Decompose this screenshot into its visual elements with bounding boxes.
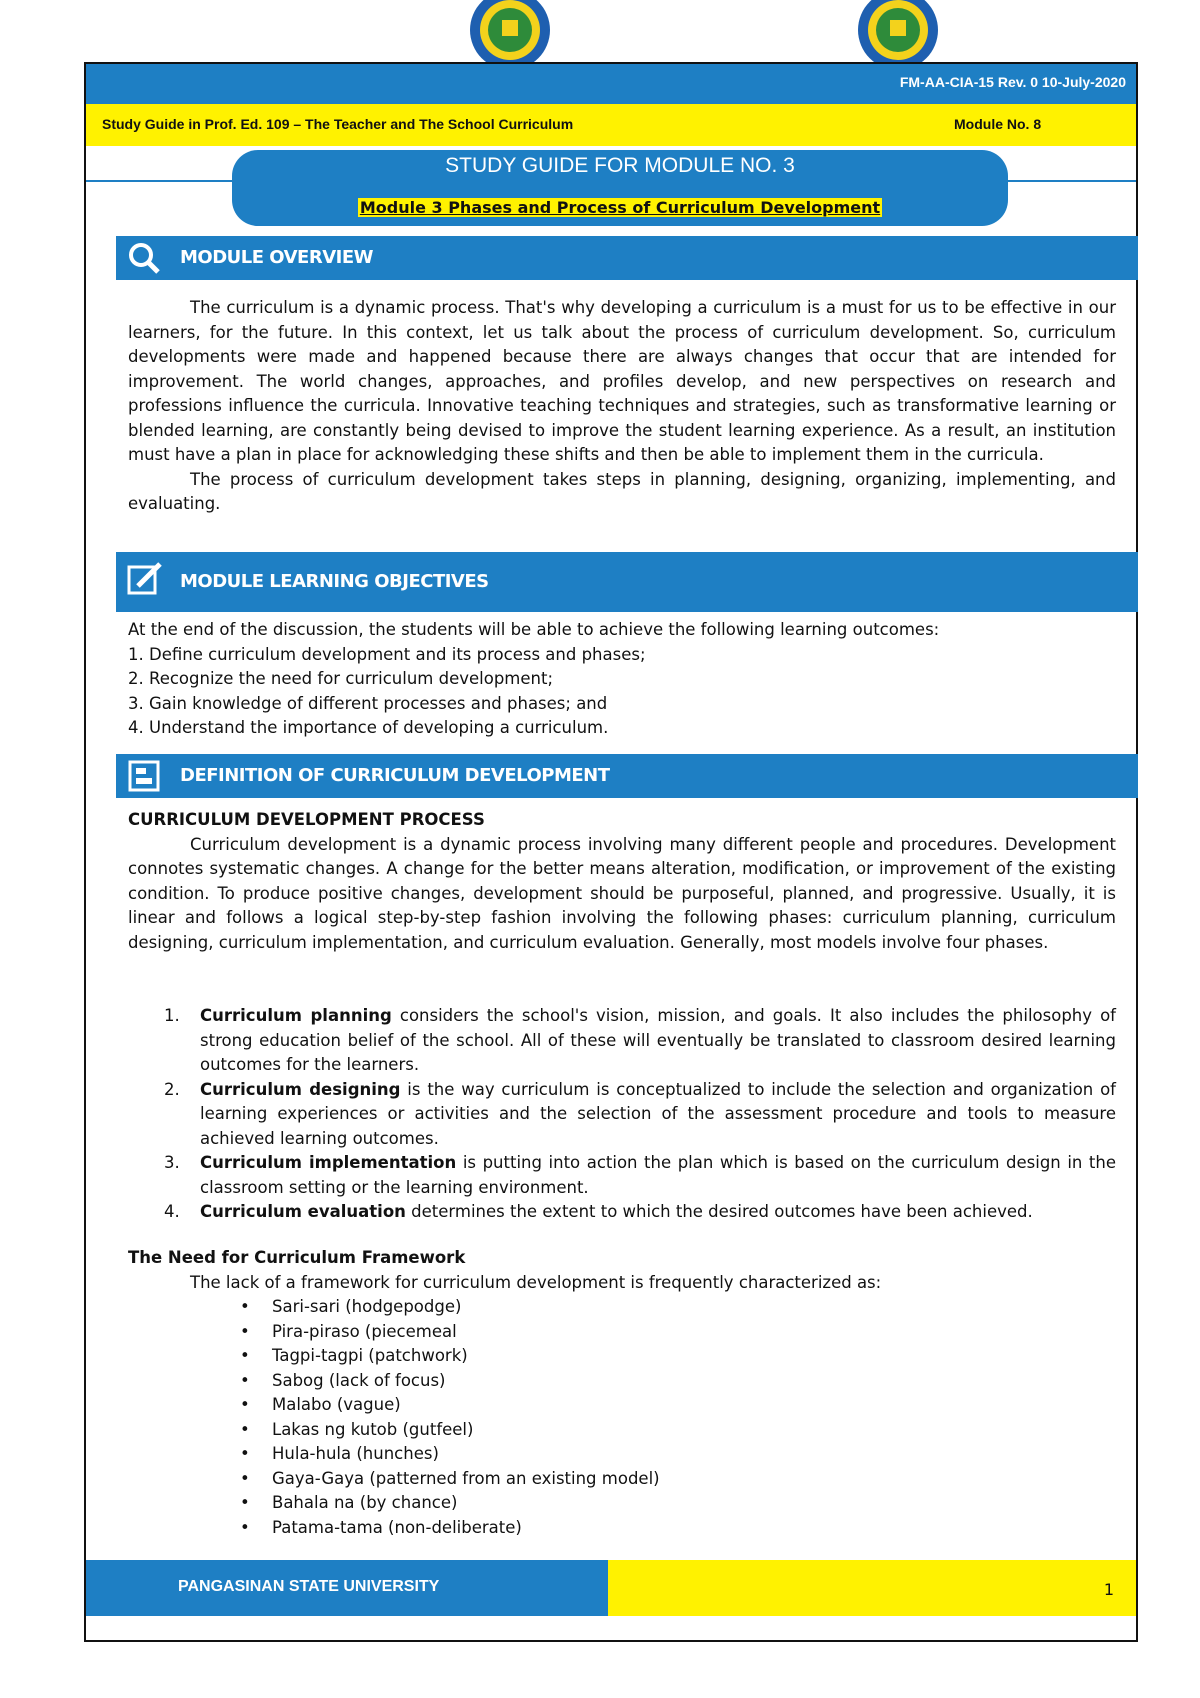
course-bar (86, 104, 1136, 146)
definition-paragraph: Curriculum development is a dynamic process involving many different people and procedures. Development connotes systematic changes. A change for the better means alteration, modification, or improvement of the existing condition. To produce positive changes, development should be purposeful, planned, and progressive. Usually, it is linear and follows a logical step-by-step fashion involving the following phases: curriculum planning, curriculum designing, curriculum implementation, and curriculum evaluation. Generally, most models involve four phases. (128, 834, 1116, 952)
overview-text (128, 296, 1116, 517)
form-code: FM-AA-CIA-15 Rev. 0 10-July-2020 (899, 74, 1126, 90)
objectives-text (128, 618, 1116, 741)
list-item: • Sabog (lack of focus) (240, 1370, 446, 1390)
document-icon (126, 758, 164, 794)
footer-page-bar (608, 1560, 1136, 1616)
list-item: • Pira-piraso (piecemeal (240, 1321, 457, 1341)
section-definition (116, 754, 1138, 798)
edit-icon (126, 562, 164, 598)
overview-paragraph: The process of curriculum development takes steps in planning, designing, organizing, implementing, and evaluating. (128, 469, 1116, 513)
footer-university-bar (86, 1560, 608, 1616)
title-box (232, 150, 1008, 226)
magnifier-icon (126, 240, 164, 276)
phases-list (128, 1004, 1116, 1225)
objective-item: 4. Understand the importance of developing a curriculum. (128, 718, 609, 737)
section-label: DEFINITION OF CURRICULUM DEVELOPMENT (180, 765, 610, 786)
university-seal-right (848, 0, 948, 70)
section-overview (116, 236, 1138, 280)
framework-heading: The Need for Curriculum Framework (128, 1248, 466, 1267)
objective-item: 1. Define curriculum development and its process and phases; (128, 644, 646, 664)
university-seal-left (460, 0, 560, 70)
university-name: PANGASINAN STATE UNIVERSITY (178, 1578, 440, 1595)
phase-item: 3. Curriculum implementation is putting into action the plan which is based on the curriculum design in the classroom setting or the learning environment. (164, 1153, 1116, 1197)
objective-item: 2. Recognize the need for curriculum development; (128, 669, 554, 688)
section-label: MODULE LEARNING OBJECTIVES (180, 571, 489, 592)
list-item: • Sari-sari (hodgepodge) (240, 1297, 462, 1316)
list-item: • Lakas ng kutob (gutfeel) (240, 1419, 474, 1439)
definition-text (128, 808, 1116, 955)
module-number: Module No. 8 (954, 116, 1042, 132)
phase-item: 2. Curriculum designing is the way curriculum is conceptualized to include the selection and organization of learning experiences or activities and the selection of the assessment procedure and tools to measure achieved learning outcomes. (164, 1079, 1116, 1148)
header-bar (86, 64, 1136, 104)
objectives-intro: At the end of the discussion, the students will be able to achieve the following learning outcomes: (128, 620, 940, 639)
framework-list (236, 1295, 660, 1540)
page-number: 1 (1103, 1580, 1114, 1599)
course-title: Study Guide in Prof. Ed. 109 – The Teacher and The School Curriculum (102, 116, 574, 132)
list-item: • Bahala na (by chance) (240, 1493, 458, 1512)
objective-item: 3. Gain knowledge of different processes and phases; and (128, 693, 608, 713)
study-guide-title: STUDY GUIDE FOR MODULE NO. 3 (445, 154, 795, 177)
list-item: • Gaya-Gaya (patterned from an existing model) (240, 1468, 660, 1488)
section-label: MODULE OVERVIEW (180, 247, 373, 268)
phase-item: 1. Curriculum planning considers the school's vision, mission, and goals. It also includes the philosophy of strong education belief of the school. All of these will eventually be translated to classroom desired learning outcomes for the learners. (164, 1006, 1116, 1074)
section-objectives (116, 552, 1138, 612)
list-item: • Tagpi-tagpi (patchwork) (240, 1346, 468, 1365)
process-heading: CURRICULUM DEVELOPMENT PROCESS (128, 810, 485, 829)
list-item: • Hula-hula (hunches) (240, 1444, 439, 1463)
module-subtitle: Module 3 Phases and Process of Curriculum Development (359, 198, 881, 217)
overview-paragraph: The curriculum is a dynamic process. That's why developing a curriculum is a must for us to be effective in our learners, for the future. In this context, let us talk about the process of curriculum development. So, curriculum developments were made and happened because there are always changes that occur that are intended for improvement. The world changes, approaches, and profiles develop, and new perspectives on research and professions influence the curricula. Innovative teaching techniques and strategies, such as transformative learning or blended learning, are constantly being devised to improve the student learning experience. As a result, an institution must have a plan in place for acknowledging these shifts and then be able to implement them in the curricula. (128, 298, 1116, 464)
list-item: • Malabo (vague) (240, 1395, 401, 1414)
framework-intro: The lack of a framework for curriculum development is frequently characterized as: (190, 1272, 882, 1292)
list-item: • Patama-tama (non-deliberate) (240, 1517, 522, 1537)
framework-text (128, 1246, 1116, 1295)
phase-item: 4. Curriculum evaluation determines the extent to which the desired outcomes have been achieved. (164, 1202, 1033, 1221)
